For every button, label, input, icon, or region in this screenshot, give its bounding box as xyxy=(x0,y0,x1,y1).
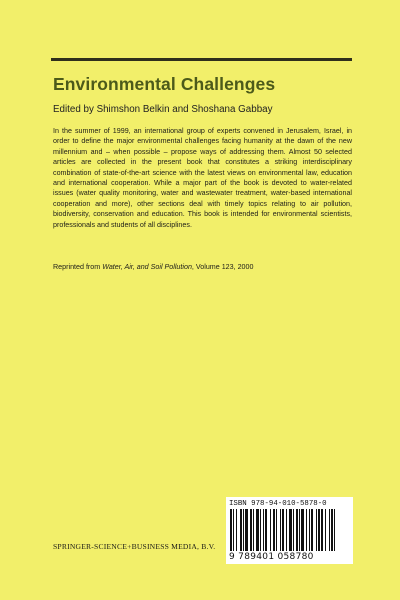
top-rule xyxy=(51,58,352,61)
editors-line: Edited by Shimshon Belkin and Shoshana Gabbay xyxy=(53,104,273,115)
barcode-bar xyxy=(334,509,335,551)
isbn-label: ISBN 978-94-010-5878-0 xyxy=(229,500,327,508)
barcode-digits: 9 789401 058780 xyxy=(229,552,314,562)
barcode-bar xyxy=(240,509,242,551)
barcode-bar xyxy=(309,509,310,551)
barcode-bar xyxy=(253,509,254,551)
barcode-bar xyxy=(293,509,294,551)
barcode-bar xyxy=(301,509,304,551)
barcode-bar xyxy=(265,509,267,551)
barcode-bar xyxy=(273,509,275,551)
barcode-bar xyxy=(321,509,323,551)
barcode-bar xyxy=(230,509,232,551)
barcode-bar xyxy=(289,509,292,551)
barcode-bar xyxy=(276,509,277,551)
barcode-bar xyxy=(306,509,307,551)
reprint-note xyxy=(53,263,353,271)
barcode-bar xyxy=(243,509,244,551)
reprint-prefix: Reprinted from xyxy=(53,263,103,271)
barcode-bar xyxy=(286,509,287,551)
publisher-name: SPRINGER-SCIENCE+BUSINESS MEDIA, B.V. xyxy=(53,542,216,551)
barcode-bar xyxy=(270,509,271,551)
barcode-bar xyxy=(260,509,261,551)
barcode-bar xyxy=(299,509,300,551)
book-title: Environmental Challenges xyxy=(53,74,276,94)
barcode-bar xyxy=(296,509,298,551)
barcode-bar xyxy=(245,509,248,551)
book-description: In the summer of 1999, an international group of experts convened in Jerusalem, Israel, in order to define the major environmental challenges facing humanity at the dawn of the new millennium and – when possible – propose ways of addressing them. Almost 50 selected articles are collected in the present book that constitutes a striking interdisciplinary combination of state-of-the-art science with the latest views on environmental law, education and international cooperation. While a major part of the book is devoted to water-related issues (water quality monitoring, water and wastewater treatment, water-based international cooperation and more), other sections deal with timely topics relating to air pollution, biodiversity, conservation and education. This book is intended for environmental scientists, professionals and students of all disciplines. xyxy=(53,127,352,229)
barcode-bar xyxy=(318,509,320,551)
barcode-bar xyxy=(256,509,259,551)
reprint-journal: Water, Air, and Soil Pollution xyxy=(102,263,192,271)
barcode-bar xyxy=(263,509,264,551)
reprint-suffix: , Volume 123, 2000 xyxy=(191,263,254,271)
barcode-bar xyxy=(250,509,252,551)
barcode-icon xyxy=(230,509,349,551)
barcode-bar xyxy=(233,509,234,551)
barcode-bar xyxy=(329,509,330,551)
barcode-bar xyxy=(331,509,333,551)
barcode-bar xyxy=(325,509,326,551)
barcode-bar xyxy=(236,509,237,551)
barcode-bar xyxy=(316,509,317,551)
barcode-bar xyxy=(280,509,281,551)
barcode-bar xyxy=(282,509,284,551)
barcode-box xyxy=(226,497,353,564)
barcode-bar xyxy=(311,509,313,551)
